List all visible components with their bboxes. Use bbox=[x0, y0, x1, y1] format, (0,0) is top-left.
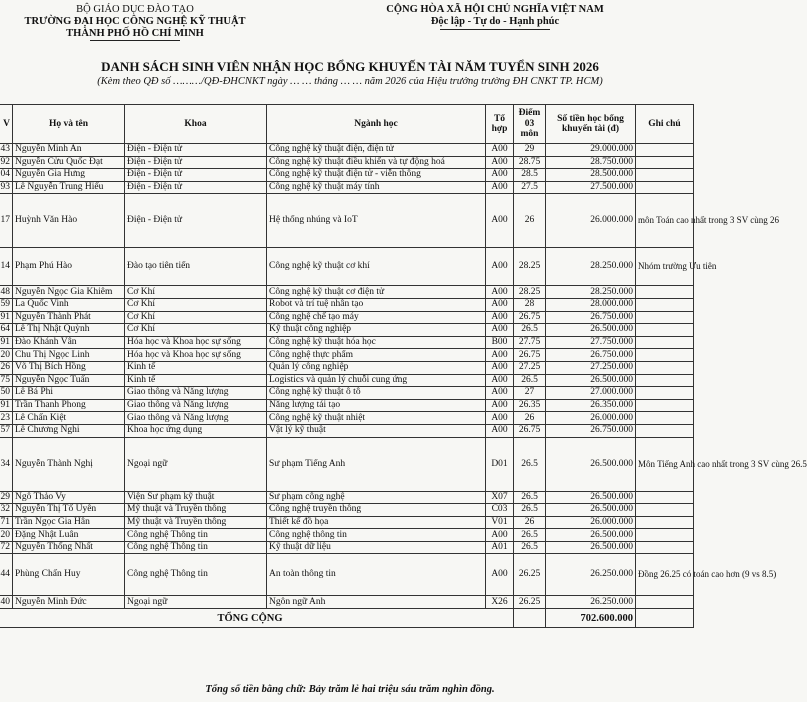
row-faculty: Cơ Khí bbox=[125, 298, 267, 311]
row-stt: 20 bbox=[0, 529, 13, 542]
row-amount: 26.750.000 bbox=[546, 424, 636, 437]
row-name: Nguyễn Cửu Quốc Đạt bbox=[13, 156, 125, 169]
row-stt: 14 bbox=[0, 248, 13, 286]
table-row bbox=[0, 336, 694, 349]
table-row bbox=[0, 181, 694, 194]
row-major: Công nghệ kỹ thuật điều khiển và tự động hoá bbox=[267, 156, 486, 169]
row-amount: 27.250.000 bbox=[546, 361, 636, 374]
row-note bbox=[636, 424, 694, 437]
row-amount: 26.500.000 bbox=[546, 324, 636, 337]
row-note bbox=[636, 286, 694, 299]
row-name: Huỳnh Văn Hào bbox=[13, 194, 125, 248]
row-note bbox=[636, 516, 694, 529]
row-amount: 26.000.000 bbox=[546, 194, 636, 248]
row-combo: A00 bbox=[486, 169, 514, 182]
row-faculty: Công nghệ Thông tin bbox=[125, 529, 267, 542]
row-name: Đặng Nhật Luân bbox=[13, 529, 125, 542]
table-row bbox=[0, 424, 694, 437]
row-name: Nguyễn Thống Nhất bbox=[13, 541, 125, 554]
row-faculty: Mỹ thuật và Truyền thông bbox=[125, 516, 267, 529]
row-faculty: Cơ Khí bbox=[125, 286, 267, 299]
row-score: 28.75 bbox=[514, 156, 546, 169]
row-amount: 29.000.000 bbox=[546, 144, 636, 157]
row-major: Quản lý công nghiệp bbox=[267, 361, 486, 374]
row-faculty: Giao thông và Năng lượng bbox=[125, 399, 267, 412]
row-faculty: Ngoại ngữ bbox=[125, 437, 267, 491]
header-right bbox=[330, 4, 660, 28]
row-stt: 92 bbox=[0, 156, 13, 169]
table-row bbox=[0, 374, 694, 387]
row-major: Ngôn ngữ Anh bbox=[267, 596, 486, 609]
row-note bbox=[636, 156, 694, 169]
row-stt: 26 bbox=[0, 361, 13, 374]
row-note bbox=[636, 181, 694, 194]
table-row bbox=[0, 387, 694, 400]
row-note bbox=[636, 529, 694, 542]
row-score: 26.75 bbox=[514, 311, 546, 324]
row-combo: A00 bbox=[486, 399, 514, 412]
row-name: Chu Thị Ngọc Linh bbox=[13, 349, 125, 362]
row-amount: 27.750.000 bbox=[546, 336, 636, 349]
row-major: Sư phạm Tiếng Anh bbox=[267, 437, 486, 491]
row-name: Phùng Chấn Huy bbox=[13, 554, 125, 596]
row-score: 27.75 bbox=[514, 336, 546, 349]
row-stt: 43 bbox=[0, 144, 13, 157]
row-amount: 28.250.000 bbox=[546, 286, 636, 299]
row-score: 29 bbox=[514, 144, 546, 157]
row-score: 26 bbox=[514, 194, 546, 248]
row-name: Nguyễn Minh An bbox=[13, 144, 125, 157]
row-score: 26 bbox=[514, 516, 546, 529]
col-amount: Số tiền học bổng khuyến tài (đ) bbox=[546, 105, 636, 144]
row-stt: 64 bbox=[0, 324, 13, 337]
col-note: Ghi chú bbox=[636, 105, 694, 144]
row-major: Công nghệ chế tạo máy bbox=[267, 311, 486, 324]
row-score: 26.5 bbox=[514, 529, 546, 542]
row-major: Sư phạm công nghệ bbox=[267, 491, 486, 504]
row-major: Robot và trí tuệ nhân tạo bbox=[267, 298, 486, 311]
row-combo: C03 bbox=[486, 504, 514, 517]
row-combo: V01 bbox=[486, 516, 514, 529]
row-name: Lê Chương Nghi bbox=[13, 424, 125, 437]
row-stt: 57 bbox=[0, 424, 13, 437]
document-title: DANH SÁCH SINH VIÊN NHẬN HỌC BỔNG KHUYẾN TÀI NĂM TUYỂN SINH 2026 bbox=[101, 59, 599, 74]
row-major: Công nghệ kỹ thuật điện tử - viễn thông bbox=[267, 169, 486, 182]
row-faculty: Viện Sư phạm kỹ thuật bbox=[125, 491, 267, 504]
row-faculty: Cơ Khí bbox=[125, 324, 267, 337]
row-name: Lê Nguyễn Trung Hiếu bbox=[13, 181, 125, 194]
row-amount: 27.000.000 bbox=[546, 387, 636, 400]
row-faculty: Kinh tế bbox=[125, 374, 267, 387]
row-name: Ngô Thảo Vy bbox=[13, 491, 125, 504]
row-stt: 17 bbox=[0, 194, 13, 248]
row-combo: A00 bbox=[486, 324, 514, 337]
row-score: 26.5 bbox=[514, 437, 546, 491]
row-major: Kỹ thuật dữ liệu bbox=[267, 541, 486, 554]
row-note bbox=[636, 399, 694, 412]
row-name: Nguyễn Thành Phát bbox=[13, 311, 125, 324]
country-name: CỘNG HÒA XÃ HỘI CHỦ NGHĨA VIỆT NAM bbox=[386, 4, 604, 15]
row-note bbox=[636, 311, 694, 324]
row-combo: A00 bbox=[486, 181, 514, 194]
row-note bbox=[636, 144, 694, 157]
table-row bbox=[0, 412, 694, 425]
row-faculty: Cơ Khí bbox=[125, 311, 267, 324]
table-row bbox=[0, 311, 694, 324]
row-amount: 28.500.000 bbox=[546, 169, 636, 182]
row-score: 27.5 bbox=[514, 181, 546, 194]
row-stt: 29 bbox=[0, 491, 13, 504]
row-major: Công nghệ kỹ thuật điện, điện tử bbox=[267, 144, 486, 157]
row-faculty: Mỹ thuật và Truyền thông bbox=[125, 504, 267, 517]
row-combo: A00 bbox=[486, 311, 514, 324]
row-name: Nguyễn Ngọc Gia Khiêm bbox=[13, 286, 125, 299]
motto: Độc lập - Tự do - Hạnh phúc bbox=[430, 16, 560, 27]
row-stt: 34 bbox=[0, 437, 13, 491]
table-row bbox=[0, 516, 694, 529]
row-amount: 26.250.000 bbox=[546, 554, 636, 596]
row-combo: A00 bbox=[486, 554, 514, 596]
table-row bbox=[0, 596, 694, 609]
row-score: 28.25 bbox=[514, 286, 546, 299]
row-note: môn Toán cao nhất trong 3 SV cùng 26 bbox=[636, 194, 694, 248]
row-score: 26.5 bbox=[514, 491, 546, 504]
row-faculty: Ngoại ngữ bbox=[125, 596, 267, 609]
row-score: 26.35 bbox=[514, 399, 546, 412]
scholarship-table bbox=[0, 104, 807, 628]
table-row bbox=[0, 144, 694, 157]
row-amount: 26.750.000 bbox=[546, 311, 636, 324]
table-row bbox=[0, 399, 694, 412]
row-major: Công nghệ kỹ thuật máy tính bbox=[267, 181, 486, 194]
university-city: THÀNH PHỐ HỒ CHÍ MINH bbox=[66, 28, 204, 39]
row-major: Vật lý kỹ thuật bbox=[267, 424, 486, 437]
row-name: Phạm Phú Hào bbox=[13, 248, 125, 286]
col-major: Ngành học bbox=[267, 105, 486, 144]
row-faculty: Điện - Điện tử bbox=[125, 144, 267, 157]
row-name: Nguyễn Ngọc Tuấn bbox=[13, 374, 125, 387]
row-note bbox=[636, 596, 694, 609]
row-amount: 26.500.000 bbox=[546, 491, 636, 504]
row-major: Thiết kế đồ họa bbox=[267, 516, 486, 529]
table-row bbox=[0, 194, 694, 248]
row-faculty: Giao thông và Năng lượng bbox=[125, 412, 267, 425]
row-name: Nguyễn Thị Tố Uyên bbox=[13, 504, 125, 517]
row-stt: 23 bbox=[0, 412, 13, 425]
table-row bbox=[0, 361, 694, 374]
row-faculty: Điện - Điện tử bbox=[125, 156, 267, 169]
header-left-rule bbox=[90, 40, 180, 41]
row-score: 26.5 bbox=[514, 504, 546, 517]
row-faculty: Điện - Điện tử bbox=[125, 181, 267, 194]
row-faculty: Giao thông và Năng lượng bbox=[125, 387, 267, 400]
row-score: 26.75 bbox=[514, 424, 546, 437]
row-combo: A01 bbox=[486, 541, 514, 554]
row-stt: 40 bbox=[0, 596, 13, 609]
row-stt: 93 bbox=[0, 181, 13, 194]
row-faculty: Công nghệ Thông tin bbox=[125, 541, 267, 554]
row-faculty: Điện - Điện tử bbox=[125, 194, 267, 248]
row-faculty: Kinh tế bbox=[125, 361, 267, 374]
row-major: Công nghệ kỹ thuật hóa học bbox=[267, 336, 486, 349]
row-amount: 28.750.000 bbox=[546, 156, 636, 169]
row-major: Công nghệ kỹ thuật nhiệt bbox=[267, 412, 486, 425]
row-combo: A00 bbox=[486, 298, 514, 311]
row-major: Năng lượng tái tạo bbox=[267, 399, 486, 412]
row-combo: X26 bbox=[486, 596, 514, 609]
university-name: TRƯỜNG ĐẠI HỌC CÔNG NGHỆ KỸ THUẬT bbox=[24, 16, 246, 27]
row-note bbox=[636, 374, 694, 387]
row-name: Nguyễn Minh Đức bbox=[13, 596, 125, 609]
row-name: Lê Thị Nhật Quỳnh bbox=[13, 324, 125, 337]
total-label: TỔNG CỘNG bbox=[0, 609, 514, 628]
row-faculty: Hóa học và Khoa học sự sống bbox=[125, 336, 267, 349]
row-note bbox=[636, 324, 694, 337]
row-score: 27.25 bbox=[514, 361, 546, 374]
row-name: Nguyễn Thành Nghị bbox=[13, 437, 125, 491]
row-note: Đồng 26.25 có toán cao hơn (9 vs 8.5) bbox=[636, 554, 694, 596]
row-score: 26 bbox=[514, 412, 546, 425]
row-combo: A00 bbox=[486, 529, 514, 542]
row-score: 26.75 bbox=[514, 349, 546, 362]
col-faculty: Khoa bbox=[125, 105, 267, 144]
row-stt: 72 bbox=[0, 541, 13, 554]
row-score: 26.25 bbox=[514, 596, 546, 609]
table-row bbox=[0, 248, 694, 286]
row-major: Hệ thống nhúng và IoT bbox=[267, 194, 486, 248]
table-row bbox=[0, 156, 694, 169]
row-amount: 26.500.000 bbox=[546, 374, 636, 387]
row-name: Trần Thanh Phong bbox=[13, 399, 125, 412]
col-name: Họ và tên bbox=[13, 105, 125, 144]
row-combo: A00 bbox=[486, 286, 514, 299]
row-name: Đào Khánh Vân bbox=[13, 336, 125, 349]
row-name: Lê Bá Phi bbox=[13, 387, 125, 400]
row-name: Võ Thị Bích Hồng bbox=[13, 361, 125, 374]
row-combo: A00 bbox=[486, 424, 514, 437]
row-amount: 26.350.000 bbox=[546, 399, 636, 412]
row-score: 28.25 bbox=[514, 248, 546, 286]
row-major: An toàn thông tin bbox=[267, 554, 486, 596]
row-stt: 32 bbox=[0, 504, 13, 517]
total-row bbox=[0, 609, 694, 628]
row-note bbox=[636, 298, 694, 311]
row-combo: A00 bbox=[486, 248, 514, 286]
row-stt: 20 bbox=[0, 349, 13, 362]
table-row bbox=[0, 541, 694, 554]
row-combo: A00 bbox=[486, 412, 514, 425]
row-amount: 26.500.000 bbox=[546, 541, 636, 554]
row-stt: 91 bbox=[0, 311, 13, 324]
row-note: Nhóm trường Ưu tiên bbox=[636, 248, 694, 286]
table-row bbox=[0, 554, 694, 596]
row-faculty: Đào tạo tiên tiến bbox=[125, 248, 267, 286]
row-stt: 44 bbox=[0, 554, 13, 596]
row-note bbox=[636, 349, 694, 362]
row-name: Trần Ngọc Gia Hân bbox=[13, 516, 125, 529]
row-combo: D01 bbox=[486, 437, 514, 491]
row-stt: 59 bbox=[0, 298, 13, 311]
row-score: 26.25 bbox=[514, 554, 546, 596]
table-row bbox=[0, 437, 694, 491]
row-stt: 48 bbox=[0, 286, 13, 299]
row-note bbox=[636, 541, 694, 554]
row-note bbox=[636, 336, 694, 349]
row-score: 26.5 bbox=[514, 324, 546, 337]
row-note bbox=[636, 504, 694, 517]
row-major: Công nghệ thông tin bbox=[267, 529, 486, 542]
row-combo: B00 bbox=[486, 336, 514, 349]
row-combo: A00 bbox=[486, 349, 514, 362]
total-score-cell bbox=[514, 609, 546, 628]
row-stt: 04 bbox=[0, 169, 13, 182]
col-stt: V bbox=[0, 105, 13, 144]
table-row bbox=[0, 491, 694, 504]
col-score: Điểm 03 môn bbox=[514, 105, 546, 144]
header-right-rule bbox=[440, 29, 550, 30]
row-note bbox=[636, 387, 694, 400]
row-score: 27 bbox=[514, 387, 546, 400]
row-stt: 91 bbox=[0, 399, 13, 412]
row-major: Logistics và quản lý chuỗi cung ứng bbox=[267, 374, 486, 387]
row-major: Công nghệ thực phẩm bbox=[267, 349, 486, 362]
row-faculty: Điện - Điện tử bbox=[125, 169, 267, 182]
row-stt: 71 bbox=[0, 516, 13, 529]
table-row bbox=[0, 298, 694, 311]
row-note bbox=[636, 491, 694, 504]
row-stt: 75 bbox=[0, 374, 13, 387]
row-amount: 26.500.000 bbox=[546, 504, 636, 517]
row-note bbox=[636, 412, 694, 425]
row-combo: A00 bbox=[486, 194, 514, 248]
row-score: 28 bbox=[514, 298, 546, 311]
document-subtitle: (Kèm theo QĐ số ………/QĐ-ĐHCNKT ngày … … tháng … … năm 2026 của Hiệu trưởng trường ĐH CNKT TP. HCM) bbox=[97, 76, 603, 87]
row-amount: 27.500.000 bbox=[546, 181, 636, 194]
row-note: Môn Tiếng Anh cao nhất trong 3 SV cùng 26.5 bbox=[636, 437, 694, 491]
ministry-name: BỘ GIÁO DỤC ĐÀO TẠO bbox=[76, 4, 194, 15]
row-amount: 28.250.000 bbox=[546, 248, 636, 286]
row-name: Nguyễn Gia Hưng bbox=[13, 169, 125, 182]
row-name: La Quốc Vinh bbox=[13, 298, 125, 311]
row-amount: 26.250.000 bbox=[546, 596, 636, 609]
row-combo: A00 bbox=[486, 361, 514, 374]
row-score: 26.5 bbox=[514, 374, 546, 387]
row-note bbox=[636, 361, 694, 374]
row-combo: A00 bbox=[486, 156, 514, 169]
row-score: 28.5 bbox=[514, 169, 546, 182]
table-body bbox=[0, 144, 807, 609]
table-row bbox=[0, 349, 694, 362]
row-stt: 50 bbox=[0, 387, 13, 400]
row-faculty: Khoa học ứng dụng bbox=[125, 424, 267, 437]
row-combo: X07 bbox=[486, 491, 514, 504]
row-combo: A00 bbox=[486, 387, 514, 400]
header-left bbox=[0, 4, 270, 40]
row-name: Lê Chấn Kiệt bbox=[13, 412, 125, 425]
total-amount: 702.600.000 bbox=[546, 609, 636, 628]
row-amount: 28.000.000 bbox=[546, 298, 636, 311]
row-combo: A00 bbox=[486, 144, 514, 157]
row-major: Công nghệ kỹ thuật cơ điện tử bbox=[267, 286, 486, 299]
table-row bbox=[0, 529, 694, 542]
amount-in-words: Tổng số tiền bằng chữ: Bảy trăm lẻ hai triệu sáu trăm nghìn đồng. bbox=[205, 684, 495, 695]
row-major: Kỹ thuật công nghiệp bbox=[267, 324, 486, 337]
row-score: 26.5 bbox=[514, 541, 546, 554]
row-major: Công nghệ truyền thông bbox=[267, 504, 486, 517]
row-amount: 26.500.000 bbox=[546, 437, 636, 491]
row-major: Công nghệ kỹ thuật cơ khí bbox=[267, 248, 486, 286]
row-faculty: Hóa học và Khoa học sự sống bbox=[125, 349, 267, 362]
row-amount: 26.000.000 bbox=[546, 516, 636, 529]
row-combo: A00 bbox=[486, 374, 514, 387]
row-amount: 26.000.000 bbox=[546, 412, 636, 425]
col-combo: Tổ hợp bbox=[486, 105, 514, 144]
table-row bbox=[0, 286, 694, 299]
row-note bbox=[636, 169, 694, 182]
total-note-cell bbox=[636, 609, 694, 628]
table-header-row bbox=[0, 105, 694, 144]
table-row bbox=[0, 324, 694, 337]
row-faculty: Công nghệ Thông tin bbox=[125, 554, 267, 596]
row-amount: 26.500.000 bbox=[546, 529, 636, 542]
row-major: Công nghệ kỹ thuật ô tô bbox=[267, 387, 486, 400]
table-row bbox=[0, 169, 694, 182]
table-row bbox=[0, 504, 694, 517]
row-amount: 26.750.000 bbox=[546, 349, 636, 362]
row-stt: 91 bbox=[0, 336, 13, 349]
